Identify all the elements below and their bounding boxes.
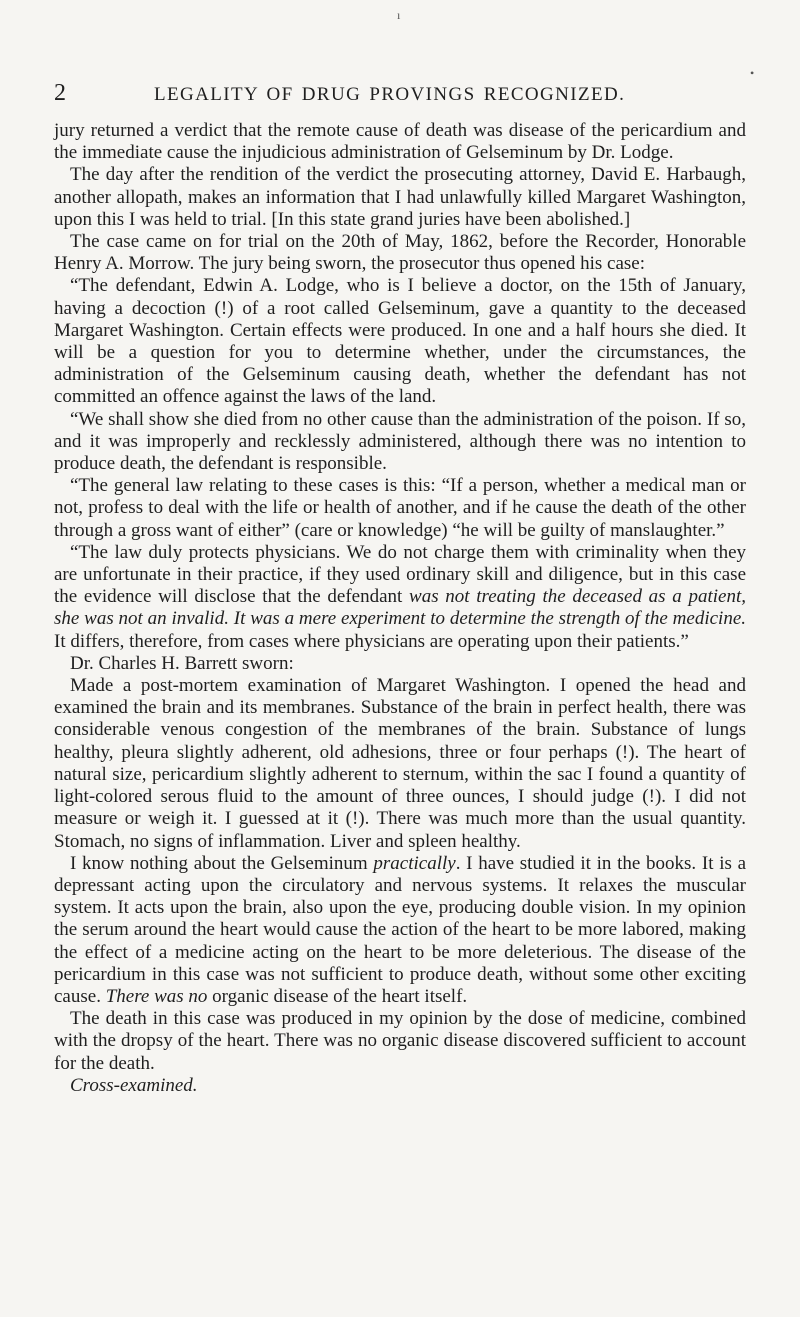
page-blemish-mark: ı xyxy=(397,8,401,22)
running-head xyxy=(0,80,800,110)
paragraph-text: It differs, therefore, from cases where physicians are operating upon their patients.” xyxy=(54,630,689,652)
paragraph: The day after the rendition of the verdict the prosecuting attorney, David E. Harbaugh, another allopath, makes an information that I had unlawfully killed Margaret Washington, upon this I was held to trial. [In this state grand juries have been abolished.] xyxy=(54,164,746,230)
paragraph: The case came on for trial on the 20th of May, 1862, before the Recorder, Honorable Henry A. Morrow. The jury being sworn, the prosecutor thus opened his case: xyxy=(54,231,746,275)
paragraph: “The defendant, Edwin A. Lodge, who is I believe a doctor, on the 15th of January, having a decoction (!) of a root called Gelseminum, gave a quantity to the deceased Margaret Washington. Certain effects were produced. In one and a half hours she died. It will be a question for you to determine whether, under the circumstances, the administration of the Gelseminum causing death, whether the defendant has not committed an offence against the laws of the land. xyxy=(54,275,746,408)
running-head-title: LEGALITY OF DRUG PROVINGS RECOGNIZED. xyxy=(154,84,626,105)
page-number: 2 xyxy=(54,80,67,106)
paragraph: “The general law relating to these cases is this: “If a person, whether a medical man or not, profess to deal with the life or health of another, and if he cause the death of the other through a gross want of either” (care or knowledge) “he will be guilty of manslaughter.” xyxy=(54,475,746,541)
body-text xyxy=(54,120,746,1097)
paragraph-text: . I have studied it in the books. It is a depressant acting upon the circulatory and nervous systems. It relaxes the muscular system. It acts upon the brain, also upon the eye, producing double vision. In my opinion the serum around the heart would cause the action of the heart to be more labored, making the effect of a medicine acting on the heart to be more deleterious. The disease of the pericardium in this case was not sufficient to produce death, without some other exciting cause. xyxy=(54,852,747,1007)
paragraph xyxy=(54,853,746,1008)
paragraph: Dr. Charles H. Barrett sworn: xyxy=(70,652,294,674)
italic-emphasis: Cross-examined. xyxy=(70,1074,198,1096)
paragraph-text: I know nothing about the Gelseminum xyxy=(70,852,368,874)
page-blemish-mark: • xyxy=(750,66,755,80)
paragraph-text: “The law duly protects physicians. We do not charge them with criminality when they are unfortunate in their practice, if they used ordinary skill and diligence, but in this case the evidence will disclose that the defendant xyxy=(54,541,746,608)
paragraph xyxy=(54,542,746,653)
italic-emphasis: practically xyxy=(373,852,456,874)
paragraph-text: organic disease of the heart itself. xyxy=(212,985,468,1007)
paragraph: The death in this case was produced in my opinion by the dose of medicine, combined with the dropsy of the heart. There was no organic disease discovered sufficient to account for the death. xyxy=(54,1008,746,1074)
paragraph: “We shall show she died from no other cause than the administration of the poison. If so, and it was improperly and recklessly administered, although there was no intention to produce death, the defendant is responsible. xyxy=(54,408,746,475)
italic-emphasis: There was no xyxy=(105,985,208,1007)
italic-emphasis: was not treating the deceased as a patient, she was not an invalid. It was a mere experiment to determine the strength of the medicine. xyxy=(54,586,747,630)
paragraph xyxy=(54,1075,746,1097)
paragraph: Made a post-mortem examination of Margaret Washington. I opened the head and examined the brain and its membranes. Substance of the brain in perfect health, there was considerable venous congestion of the membranes of the brain. Substance of lungs healthy, pleura slightly adherent, old adhesions, three or four perhaps (!). The heart of natural size, pericardium slightly adherent to sternum, within the sac I found a quantity of light-colored serous fluid to the amount of three ounces, I should judge (!). I did not measure or weigh it. I guessed at it (!). There was much more than the usual quantity. Stomach, no signs of inflammation. Liver and spleen healthy. xyxy=(54,675,746,852)
paragraph: jury returned a verdict that the remote cause of death was disease of the pericardium and the immediate cause the injudicious administration of Gelseminum by Dr. Lodge. xyxy=(54,120,746,164)
